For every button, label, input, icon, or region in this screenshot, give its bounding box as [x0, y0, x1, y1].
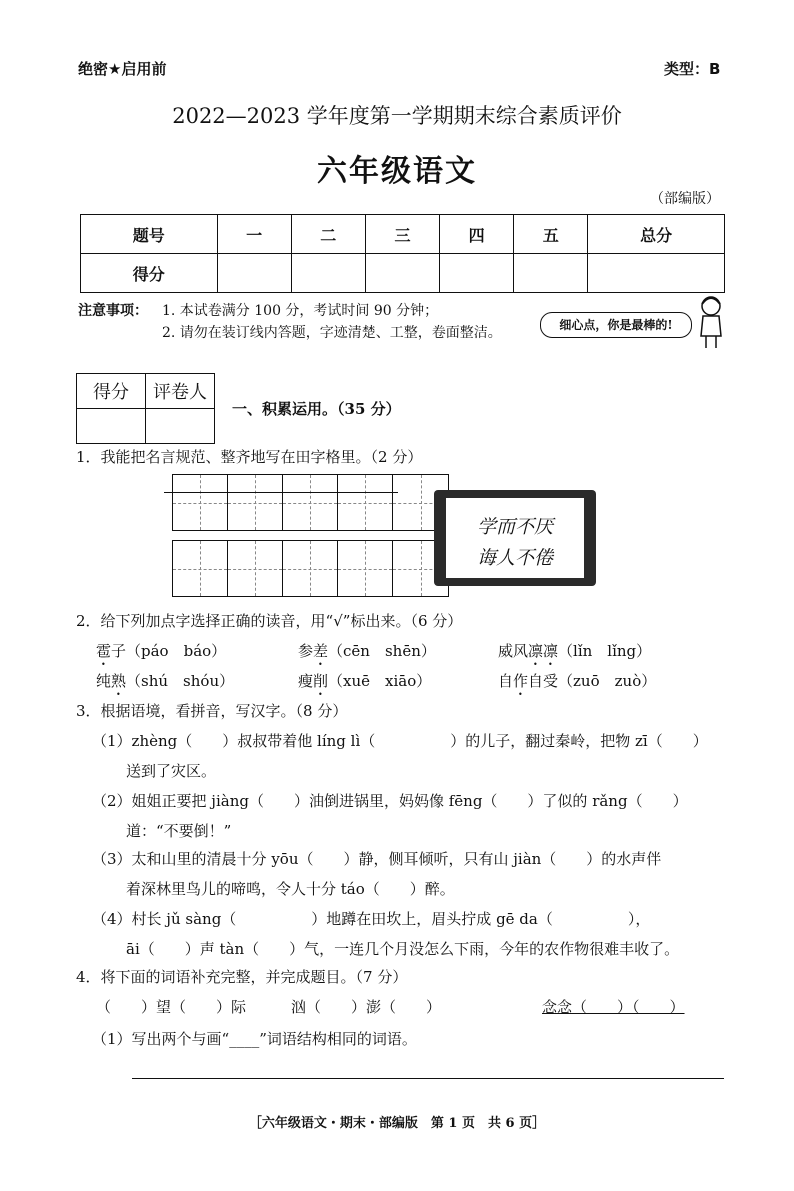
q3-line-1: （1）zhèng（ ）叔叔带着他 líng lì（ ）的儿子，翻过秦岭，把物 zī（ ） — [92, 732, 708, 750]
notes-item-1: 1. 本试卷满分 100 分，考试时间 90 分钟； — [162, 303, 439, 319]
score-table-cell: 总分 — [588, 215, 725, 254]
score-table-cell: 二 — [291, 215, 365, 254]
score-table — [80, 214, 725, 293]
q2-item-dotted: 作 — [513, 672, 529, 690]
page-footer: ［六年级语文・期末・部编版 第 1 页 共 6 页］ — [248, 1116, 546, 1131]
type-label: 类型：B — [664, 60, 721, 78]
notes-item-2: 2. 请勿在装订线内答题，字迹清楚、工整，卷面整洁。 — [162, 325, 502, 341]
q3-line-3: （3）太和山里的清晨十分 yōu（ ）静，侧耳倾听，只有山 jiàn（ ）的水声伴 — [92, 850, 662, 868]
tianzige-grid-2[interactable] — [172, 540, 449, 597]
q2-item-pre: 纯 — [96, 672, 112, 690]
q4-underlined-word: 念念（ ）（ ） — [542, 998, 685, 1016]
grid-guide-line — [164, 492, 398, 493]
scroll-line-1: 学而不厌 — [476, 516, 553, 538]
grader-name-cell[interactable] — [146, 409, 215, 444]
q2-item-pre: 威风 — [498, 642, 529, 660]
q2-item-5 — [298, 670, 431, 699]
score-input-cell[interactable] — [365, 254, 439, 293]
q2-item-rest: 子（páo báo） — [111, 642, 227, 660]
q2-item-rest: （lǐn lǐng） — [558, 642, 652, 660]
q3-line-2b: 道：“不要倒！” — [126, 822, 232, 840]
q2-item-rest: 自受（zuō zuò） — [528, 672, 657, 690]
tianzige-grid-1[interactable] — [172, 474, 449, 531]
grader-score-label: 得分 — [77, 374, 146, 409]
q2-item-dotted: 凛凛 — [528, 642, 559, 660]
section-1-title: 一、积累运用。（35 分） — [232, 400, 401, 418]
footer-rule — [132, 1078, 724, 1079]
score-table-cell: 三 — [365, 215, 439, 254]
encouragement-bubble: 细心点，你是最棒的! — [540, 312, 692, 338]
q2-item-2 — [298, 640, 436, 669]
scroll-line-2: 诲人不倦 — [476, 547, 553, 569]
grader-score-cell[interactable] — [77, 409, 146, 444]
score-table-cell: 四 — [440, 215, 514, 254]
question-4-text: 4．将下面的词语补充完整，并完成题目。（7 分） — [76, 968, 408, 986]
q2-item-pre: 瘦 — [298, 672, 314, 690]
q3-line-1b: 送到了灾区。 — [126, 762, 217, 780]
q2-item-rest: （cēn shēn） — [328, 642, 436, 660]
q2-item-rest: （shú shóu） — [126, 672, 235, 690]
question-2-text: 2．给下列加点字选择正确的读音，用“√”标出来。（6 分） — [76, 612, 463, 630]
question-3-text: 3．根据语境，看拼音，写汉字。（8 分） — [76, 702, 348, 720]
q3-line-4b: āi（ ）声 tàn（ ）气，一连几个月没怎么下雨，今年的农作物很难丰收了。 — [126, 940, 680, 958]
q2-item-dotted: 雹 — [96, 642, 112, 660]
q2-item-6 — [498, 670, 656, 699]
q2-item-4 — [96, 670, 234, 699]
score-table-header-row — [81, 215, 725, 254]
edition-label: （部编版） — [650, 191, 720, 207]
cartoon-girl-icon — [693, 292, 729, 350]
q2-item-rest: （xuē xiāo） — [328, 672, 432, 690]
confidential-label: 绝密★启用前 — [78, 60, 167, 78]
score-input-cell[interactable] — [291, 254, 365, 293]
q2-item-pre: 自 — [498, 672, 514, 690]
score-input-cell[interactable] — [440, 254, 514, 293]
q2-item-dotted: 差 — [313, 642, 329, 660]
scroll-image — [434, 490, 596, 586]
exam-title: 2022—2023 学年度第一学期期末综合素质评价 — [172, 104, 622, 128]
q2-item-1 — [96, 640, 226, 669]
score-table-cell: 一 — [217, 215, 291, 254]
q3-line-4: （4）村长 jǔ sàng（ ）地蹲在田坎上，眉头拧成 gē da（ ）， — [92, 910, 651, 928]
notes-label: 注意事项： — [78, 303, 148, 319]
score-table-cell: 五 — [514, 215, 588, 254]
question-1-text: 1．我能把名言规范、整齐地写在田字格里。（2 分） — [76, 448, 423, 466]
subject-title: 六年级语文 — [317, 154, 477, 189]
q4-subquestion-1: （1）写出两个与画“____”词语结构相同的词语。 — [92, 1030, 417, 1048]
q4-words: （ ）望（ ）际 汹（ ）澎（ ） — [96, 998, 442, 1016]
q2-item-dotted: 削 — [313, 672, 329, 690]
score-input-cell[interactable] — [217, 254, 291, 293]
score-row-label: 得分 — [81, 254, 218, 293]
q3-line-2: （2）姐姐正要把 jiàng（ ）油倒进锅里，妈妈像 fēng（ ）了似的 rǎng（ ） — [92, 792, 688, 810]
scroll-paper — [446, 498, 584, 578]
score-table-cell: 题号 — [81, 215, 218, 254]
q2-item-3 — [498, 640, 651, 669]
score-input-cell[interactable] — [588, 254, 725, 293]
q2-item-dotted: 熟 — [111, 672, 127, 690]
grader-name-label: 评卷人 — [146, 374, 215, 409]
grader-table — [76, 373, 215, 444]
score-input-cell[interactable] — [514, 254, 588, 293]
q2-item-pre: 参 — [298, 642, 314, 660]
q3-line-3b: 着深林里鸟儿的啼鸣，令人十分 táo（ ）醉。 — [126, 880, 455, 898]
score-table-score-row — [81, 254, 725, 293]
